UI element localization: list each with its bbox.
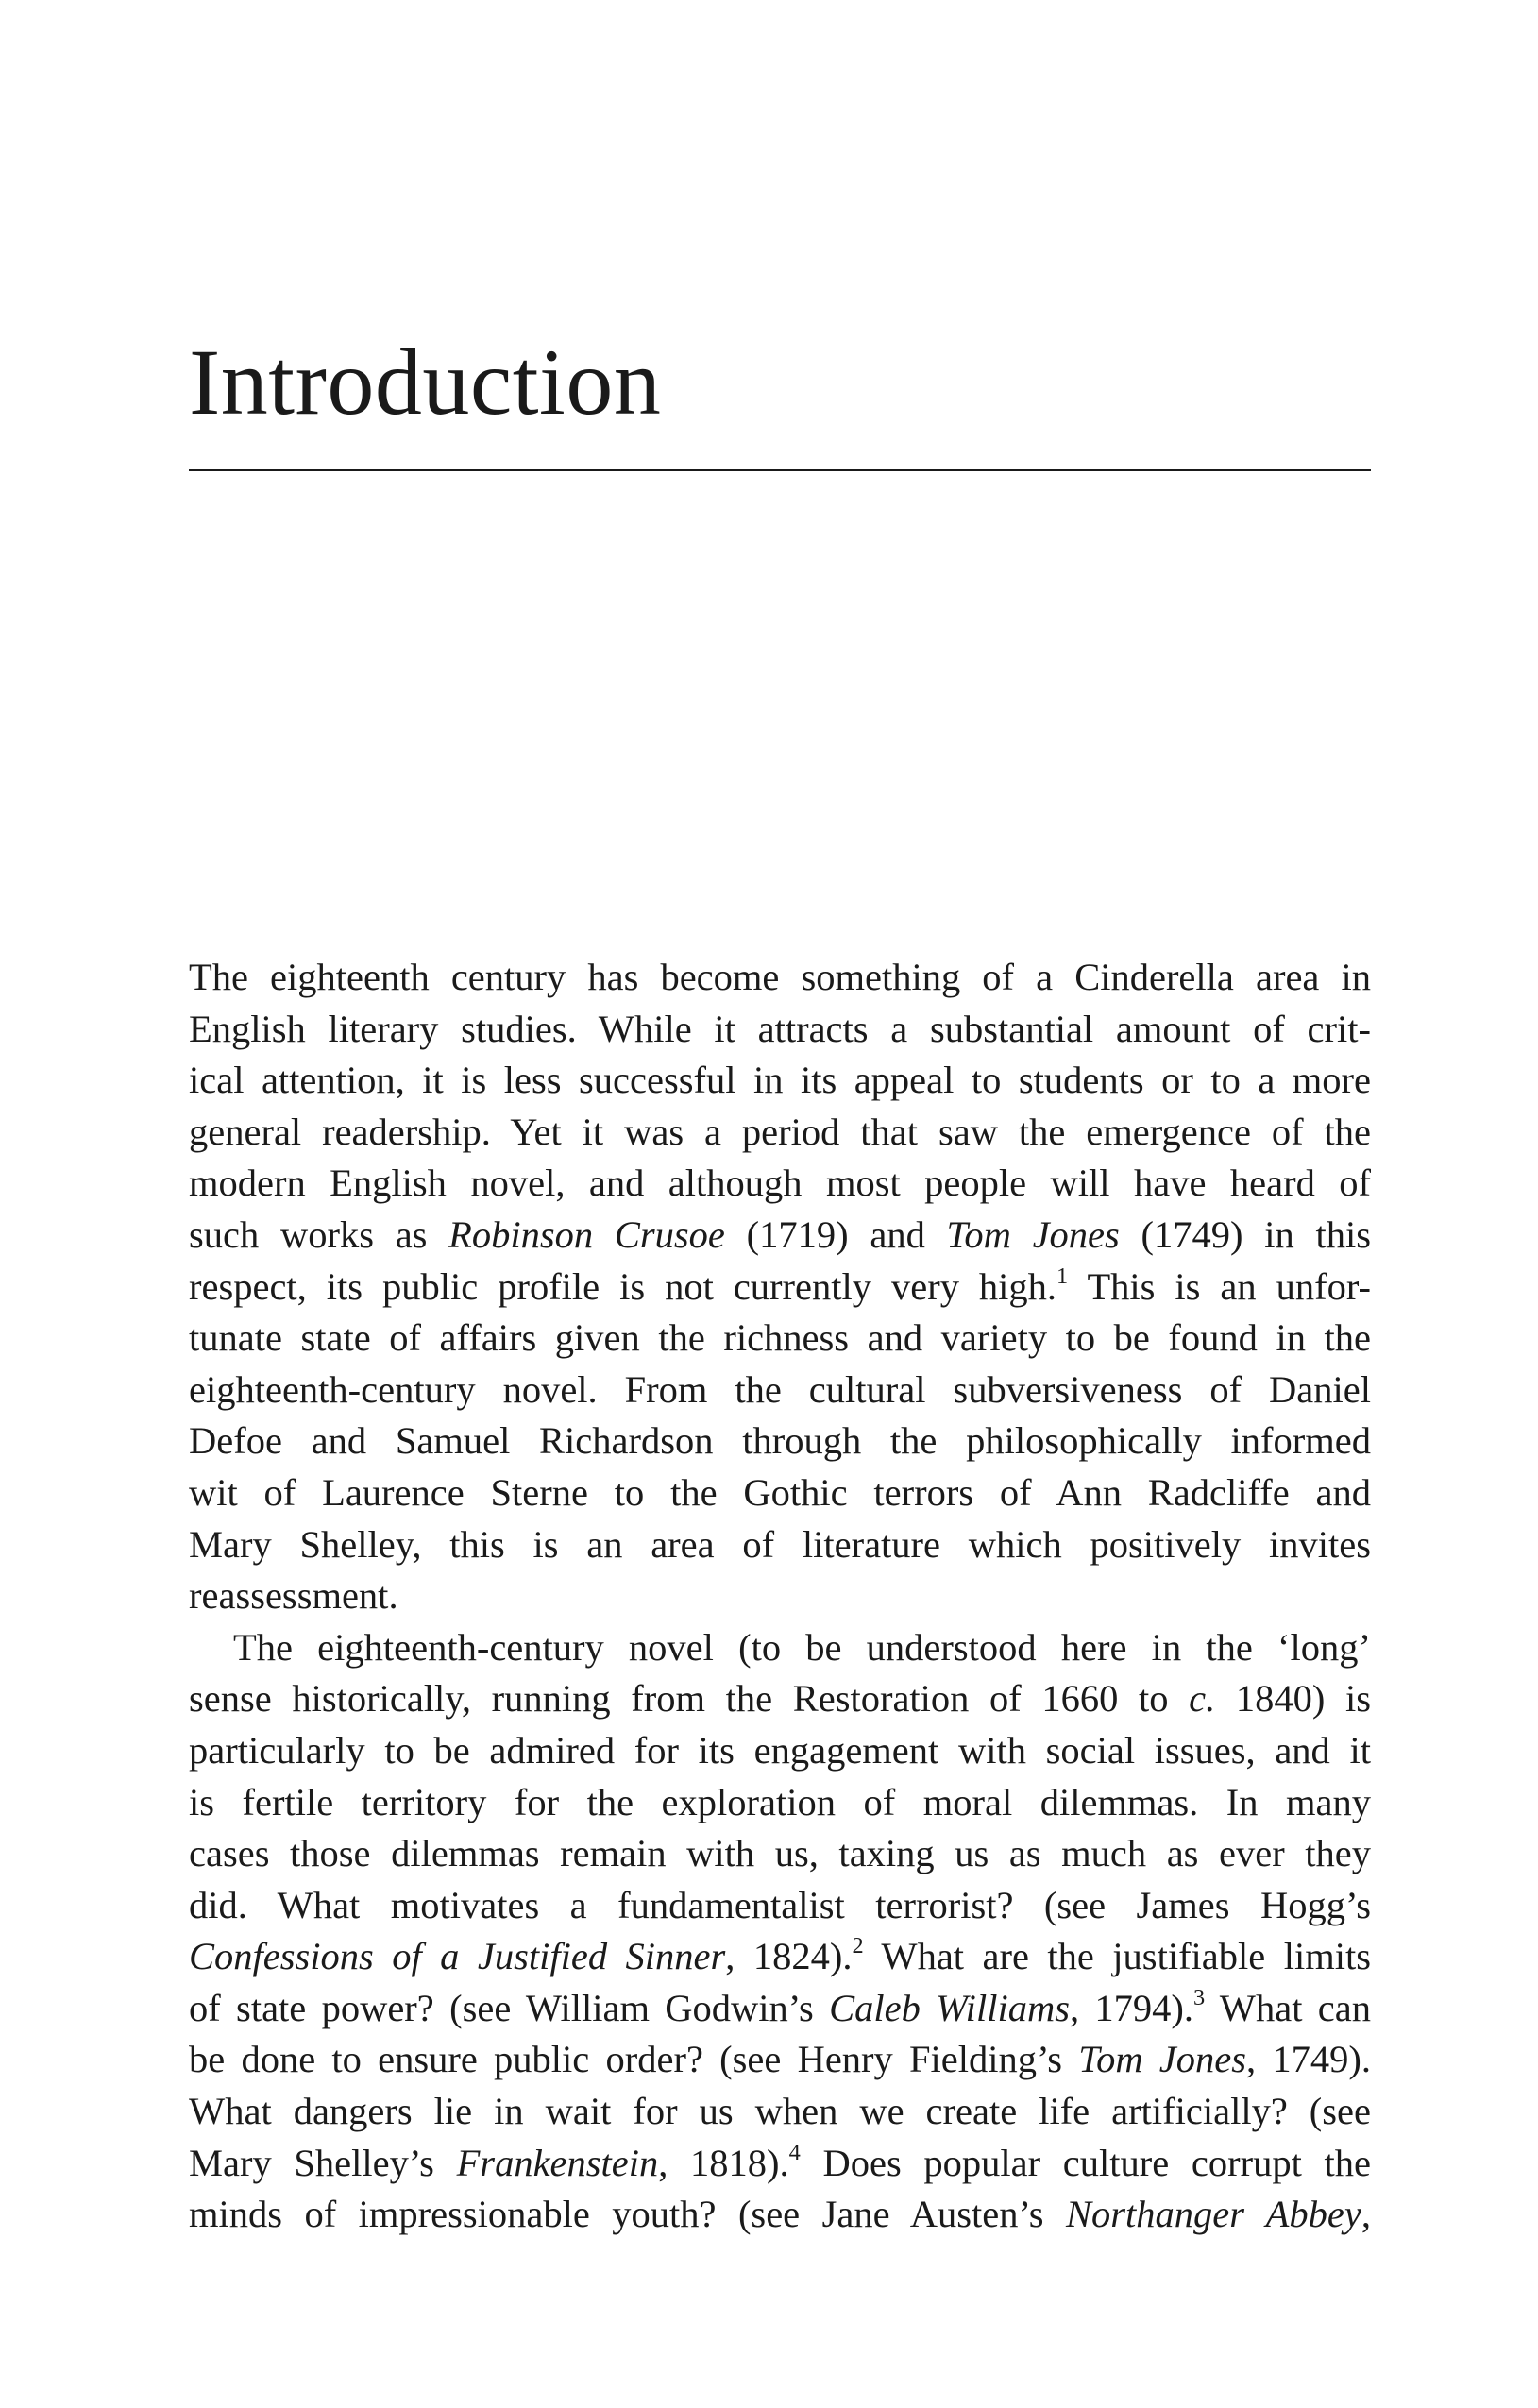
text-run: general readership. Yet it was a period that saw the emergence of the	[189, 1110, 1371, 1153]
text-line	[189, 1313, 1371, 1365]
text-line	[189, 1055, 1371, 1107]
text-run: of state power? (see William Godwin’s	[189, 1986, 830, 2029]
body-text	[189, 952, 1371, 2241]
italic-title: c.	[1189, 1677, 1216, 1721]
text-run: tunate state of affairs given the richness and variety to be found in the	[189, 1316, 1371, 1360]
text-run: reassessment.	[189, 1574, 398, 1618]
text-line	[189, 2034, 1371, 2086]
text-run: What dangers lie in wait for us when we create life artificially? (see	[189, 2090, 1371, 2133]
italic-title: Northanger Abbey	[1065, 2193, 1361, 2236]
chapter-title: Introduction	[189, 330, 662, 434]
text-run: The eighteenth century has become something of a Cinderella area in	[189, 956, 1371, 998]
paragraph	[189, 1622, 1371, 2241]
text-line	[189, 1931, 1371, 1983]
text-run: Does popular culture corrupt the	[800, 2141, 1371, 2184]
text-run: ,	[1361, 2193, 1371, 2236]
text-run: such works as	[189, 1212, 449, 1256]
text-line	[189, 1570, 1371, 1622]
title-rule	[189, 469, 1371, 471]
text-line	[189, 1262, 1371, 1314]
text-run: Mary Shelley, this is an area of literature which positively invites	[189, 1522, 1371, 1566]
text-run: cases those dilemmas remain with us, taxing us as much as ever they	[189, 1832, 1371, 1875]
text-run: particularly to be admired for its engagement with social issues, and it	[189, 1728, 1371, 1772]
text-run: (1719) and	[724, 1212, 947, 1256]
text-line	[189, 1365, 1371, 1416]
text-line	[189, 952, 1371, 1004]
text-run: What can	[1205, 1986, 1371, 2029]
text-run: wit of Laurence Sterne to the Gothic terrors of Ann Radcliffe and	[189, 1470, 1371, 1514]
italic-title: Frankenstein	[456, 2141, 659, 2184]
text-line	[189, 2189, 1371, 2241]
text-line	[189, 1673, 1371, 1725]
italic-title: Robinson Crusoe	[448, 1212, 725, 1256]
footnote-ref: 1	[1056, 1263, 1069, 1289]
text-line	[189, 1416, 1371, 1467]
footnote-ref: 3	[1193, 1984, 1206, 2010]
text-line	[189, 1519, 1371, 1571]
text-run: , 1818).	[658, 2141, 789, 2184]
text-line	[189, 1210, 1371, 1262]
text-run: The eighteenth-century novel (to be understood here in the ‘long’	[233, 1625, 1371, 1669]
text-line	[189, 1467, 1371, 1519]
text-run: (1749) in this	[1119, 1212, 1371, 1256]
text-run: respect, its public profile is not currently very high.	[189, 1264, 1057, 1308]
text-line	[189, 2138, 1371, 2190]
text-run: be done to ensure public order? (see Henry Fielding’s	[189, 2038, 1079, 2081]
text-run: Defoe and Samuel Richardson through the philosophically informed	[189, 1419, 1371, 1463]
italic-title: Tom Jones	[946, 1212, 1120, 1256]
text-line	[189, 1622, 1371, 1674]
text-line	[189, 1158, 1371, 1210]
footnote-ref: 2	[852, 1933, 864, 1959]
text-run: minds of impressionable youth? (see Jane Austen’s	[189, 2193, 1066, 2236]
italic-title: Caleb Williams	[829, 1986, 1070, 2029]
text-run: Mary Shelley’s	[189, 2141, 457, 2184]
text-run: sense historically, running from the Restoration of 1660 to	[189, 1677, 1190, 1721]
text-run: , 1749).	[1246, 2038, 1371, 2081]
text-run: is fertile territory for the exploration of moral dilemmas. In many	[189, 1780, 1371, 1823]
text-run: What are the justifiable limits	[863, 1935, 1371, 1978]
paragraph	[189, 952, 1371, 1622]
text-line	[189, 2086, 1371, 2138]
text-run: This is an unfor-	[1068, 1264, 1371, 1308]
text-run: English literary studies. While it attracts a substantial amount of crit-	[189, 1007, 1371, 1050]
text-run: 1840) is	[1215, 1677, 1372, 1721]
text-line	[189, 1828, 1371, 1880]
footnote-ref: 4	[788, 2139, 801, 2165]
text-run: did. What motivates a fundamentalist terrorist? (see James Hogg’s	[189, 1883, 1371, 1926]
text-line	[189, 1880, 1371, 1932]
italic-title: Confessions of a Justified Sinner	[189, 1935, 726, 1978]
text-run: , 1794).	[1069, 1986, 1194, 2029]
text-run: eighteenth-century novel. From the cultural subversiveness of Daniel	[189, 1367, 1371, 1411]
text-line	[189, 1777, 1371, 1829]
text-line	[189, 1983, 1371, 2035]
text-run: , 1824).	[725, 1935, 853, 1978]
text-line	[189, 1725, 1371, 1777]
italic-title: Tom Jones	[1078, 2038, 1247, 2081]
text-line	[189, 1107, 1371, 1159]
text-run: modern English novel, and although most people will have heard of	[189, 1162, 1371, 1205]
text-line	[189, 1004, 1371, 1056]
text-run: ical attention, it is less successful in its appeal to students or to a more	[189, 1059, 1371, 1102]
